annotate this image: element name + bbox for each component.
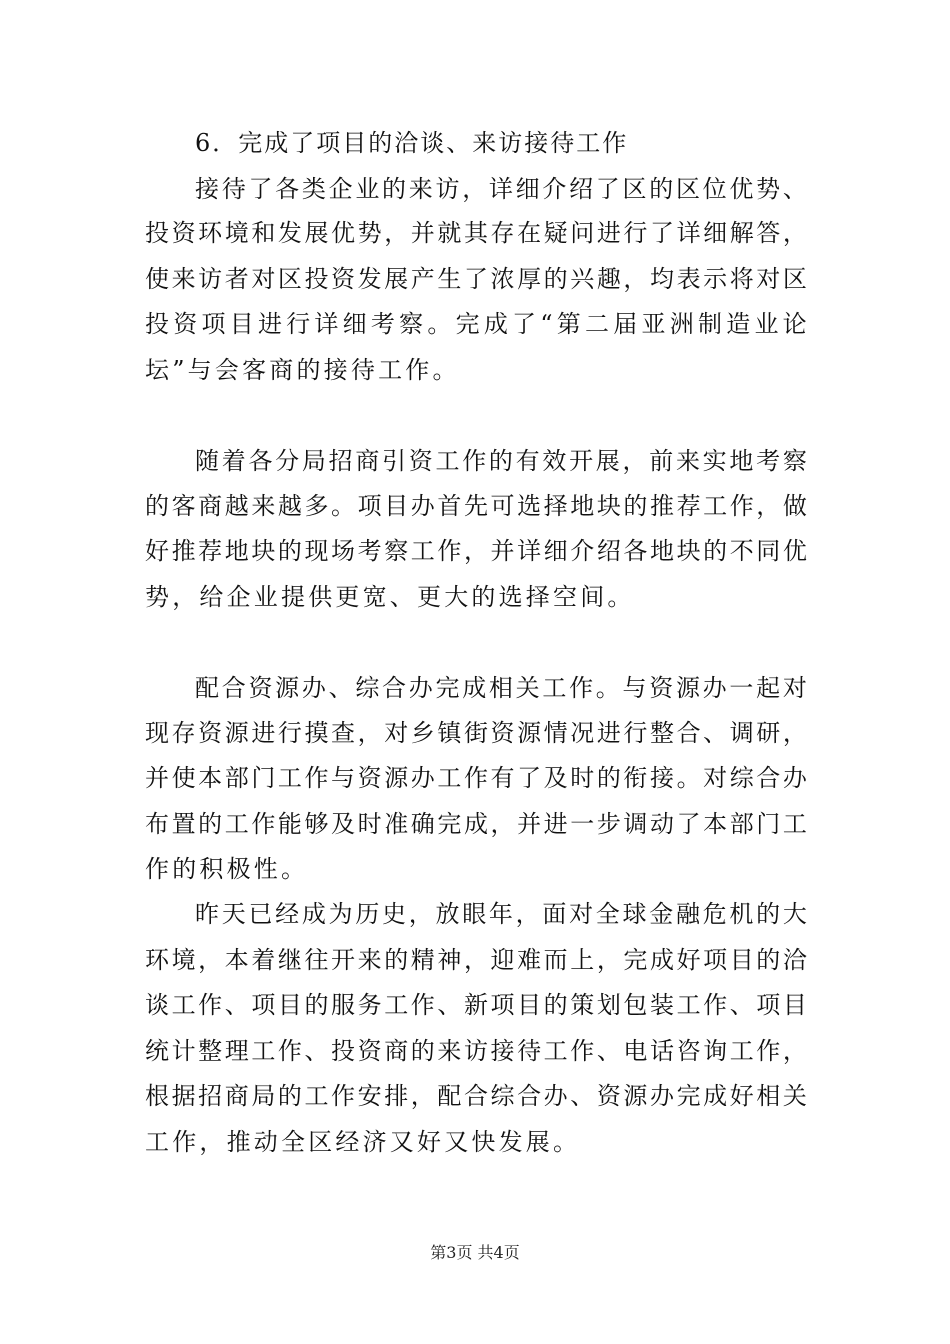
paragraph-line: 布 置 的 工 作 能 够 及 时 准 确 完 成 ， 并 进 一 步 调 动 了 本 部 门 工 [145, 810, 807, 838]
paragraph-line: 现 存 资 源 进 行 摸 查 ， 对 乡 镇 街 资 源 情 况 进 行 整 合 、 调 研 ， [145, 719, 807, 747]
paragraph-line: 配 合 资 源 办 、 综 合 办 完 成 相 关 工 作 。 与 资 源 办 一 起 对 [195, 674, 807, 702]
paragraph-line: 随 着 各 分 局 招 商 引 资 工 作 的 有 效 开 展 ， 前 来 实 地 考 察 [195, 447, 807, 475]
paragraph-line: 投 资 项 目 进 行 详 细 考 察 。 完 成 了 “ 第 二 届 亚 洲 制 造 业 论 [145, 310, 807, 338]
paragraph-line: 好 推 荐 地 块 的 现 场 考 察 工 作 ， 并 详 细 介 绍 各 地 块 的 不 同 优 [145, 537, 807, 565]
paragraph-line: 谈 工 作 、 项 目 的 服 务 工 作 、 新 项 目 的 策 划 包 装 工 作 、 项 目 [145, 991, 807, 1019]
paragraph-line: 投 资 环 境 和 发 展 优 势 ， 并 就 其 存 在 疑 问 进 行 了 详 细 解 答 ， [145, 219, 807, 247]
page-footer: 第3页 共4页 [430, 1243, 520, 1262]
paragraph-line: 环 境 ， 本 着 继 往 开 来 的 精 神 ， 迎 难 而 上 ， 完 成 好 项 目 的 洽 [145, 946, 807, 974]
paragraph-line: 并 使 本 部 门 工 作 与 资 源 办 工 作 有 了 及 时 的 衔 接 。 对 综 合 办 [145, 764, 807, 792]
paragraph-line: 接 待 了 各 类 企 业 的 来 访 ， 详 细 介 绍 了 区 的 区 位 优 势 、 [195, 175, 807, 203]
paragraph-line: 统 计 整 理 工 作 、 投 资 商 的 来 访 接 待 工 作 、 电 话 咨 询 工 作 ， [145, 1037, 807, 1065]
paragraph-line: 作的积极性。 [145, 855, 309, 883]
paragraph-line: 使 来 访 者 对 区 投 资 发 展 产 生 了 浓 厚 的 兴 趣 ， 均 表 示 将 对 区 [145, 265, 807, 293]
paragraph-line: 昨 天 已 经 成 为 历 史 ， 放 眼 年 ， 面 对 全 球 金 融 危 机 的 大 [195, 900, 807, 928]
paragraph-line: 根 据 招 商 局 的 工 作 安 排 ， 配 合 综 合 办 、 资 源 办 完 成 好 相 关 [145, 1082, 807, 1110]
paragraph-line: 工作，推动全区经济又好又快发展。 [145, 1128, 581, 1156]
paragraph-line: 的 客 商 越 来 越 多 。 项 目 办 首 先 可 选 择 地 块 的 推 荐 工 作 ， 做 [145, 492, 807, 520]
paragraph-line: 坛”与会客商的接待工作。 [145, 356, 460, 384]
paragraph-line: 势，给企业提供更宽、更大的选择空间。 [145, 583, 635, 611]
section-heading: 6．完成了项目的洽谈、来访接待工作 [195, 129, 629, 157]
